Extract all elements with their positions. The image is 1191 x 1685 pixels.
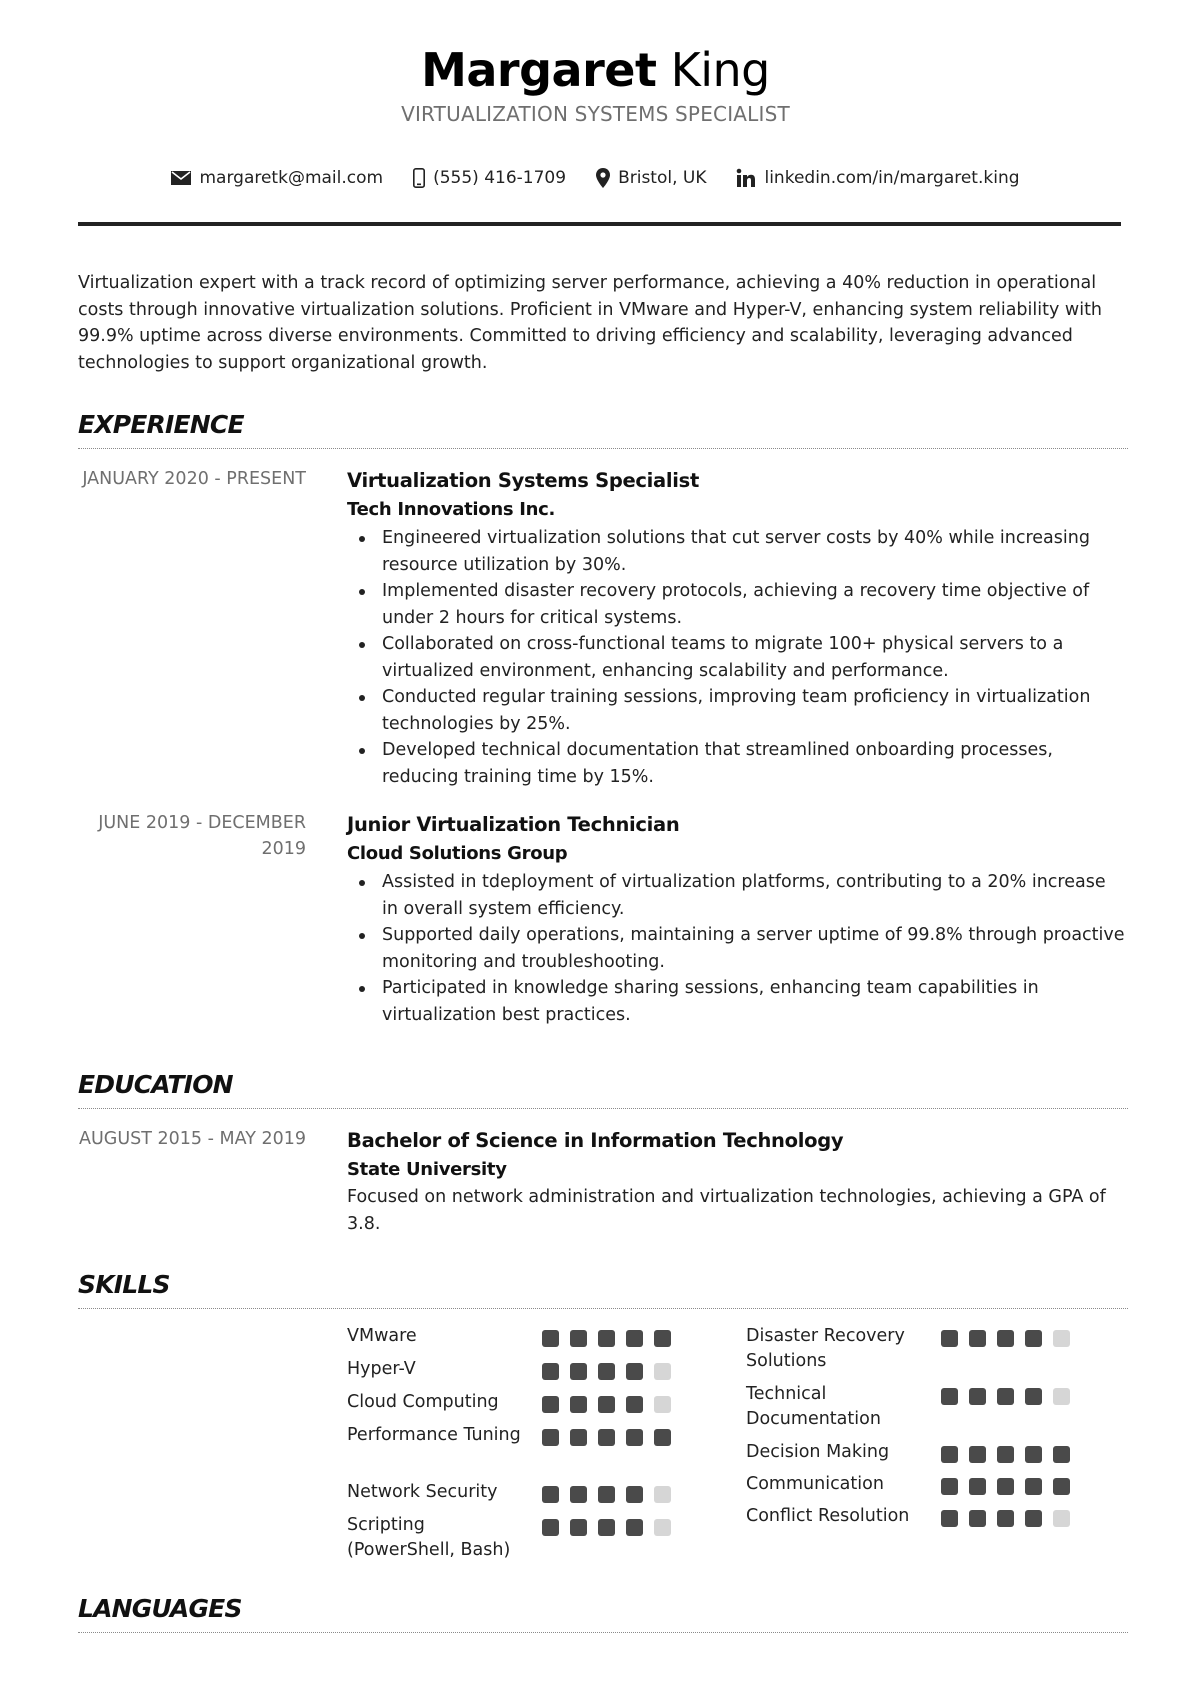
skill-rating [542, 1363, 671, 1380]
rating-dot-filled [570, 1429, 587, 1446]
rating-dot-filled [654, 1330, 671, 1347]
contact-bar [0, 168, 1191, 188]
skill-row [347, 1324, 522, 1349]
contact-linkedin[interactable] [736, 168, 1019, 188]
rating-dot-filled [969, 1510, 986, 1527]
rating-dot-filled [542, 1396, 559, 1413]
list-item: Engineered virtualization solutions that cut server costs by 40% while increasing resource utilization by 30%. [347, 525, 1127, 578]
section-divider [78, 1308, 1128, 1309]
list-item: Assisted in tdeployment of virtualization platforms, contributing to a 20% increase in overall system efficiency. [347, 869, 1127, 922]
section-title-skills: SKILLS [78, 1270, 170, 1299]
rating-dot-filled [542, 1429, 559, 1446]
education-description: Focused on network administration and virtualization technologies, achieving a GPA of 3.8. [347, 1187, 1106, 1234]
last-name: King [670, 43, 770, 97]
rating-dot-filled [598, 1330, 615, 1347]
skill-name: VMware [347, 1326, 417, 1346]
skill-row [746, 1504, 926, 1529]
rating-dot-filled [598, 1486, 615, 1503]
list-item: Supported daily operations, maintaining a server uptime of 99.8% through proactive monitoring and troubleshooting. [347, 922, 1127, 975]
skill-rating [542, 1330, 671, 1347]
entry-bullets [347, 869, 1127, 1028]
rating-dot-empty [1053, 1330, 1070, 1347]
skill-name: Communication [746, 1474, 884, 1494]
job-title: VIRTUALIZATION SYSTEMS SPECIALIST [401, 102, 790, 126]
rating-dot-filled [941, 1388, 958, 1405]
entry-organization: Cloud Solutions Group [347, 843, 568, 864]
email-text: margaretk@mail.com [199, 168, 384, 188]
rating-dot-filled [542, 1519, 559, 1536]
rating-dot-filled [542, 1363, 559, 1380]
entry-role: Virtualization Systems Specialist [347, 469, 700, 492]
skill-name: Hyper-V [347, 1359, 416, 1379]
list-item: Participated in knowledge sharing sessions, enhancing team capabilities in virtualization best practices. [347, 975, 1127, 1028]
map-pin-icon [596, 168, 610, 188]
rating-dot-filled [626, 1330, 643, 1347]
entry-bullets [347, 525, 1127, 790]
rating-dot-filled [542, 1330, 559, 1347]
skill-name: Disaster Recovery Solutions [746, 1326, 905, 1371]
skill-name: Network Security [347, 1482, 498, 1502]
skill-row [347, 1390, 522, 1415]
rating-dot-filled [598, 1429, 615, 1446]
candidate-name [0, 40, 1191, 100]
linkedin-text: linkedin.com/in/margaret.king [764, 168, 1020, 188]
rating-dot-filled [598, 1363, 615, 1380]
first-name: Margaret [421, 43, 657, 97]
rating-dot-filled [1025, 1446, 1042, 1463]
rating-dot-empty [1053, 1388, 1070, 1405]
rating-dot-empty [654, 1396, 671, 1413]
entry-body [347, 466, 1127, 790]
skill-row [347, 1513, 522, 1563]
rating-dot-filled [598, 1519, 615, 1536]
section-divider [78, 1108, 1128, 1109]
skill-name: Performance Tuning [347, 1425, 521, 1445]
rating-dot-filled [997, 1388, 1014, 1405]
location-text: Bristol, UK [618, 168, 707, 188]
entry-organization: Tech Innovations Inc. [347, 499, 556, 520]
rating-dot-filled [626, 1486, 643, 1503]
entry-date: AUGUST 2015 - MAY 2019 [79, 1129, 306, 1149]
section-divider [78, 1632, 1128, 1633]
section-title-languages: LANGUAGES [78, 1594, 242, 1623]
list-item: Implemented disaster recovery protocols, achieving a recovery time objective of under 2 hours for critical systems. [347, 578, 1127, 631]
rating-dot-filled [941, 1330, 958, 1347]
rating-dot-filled [626, 1363, 643, 1380]
skill-row [347, 1357, 522, 1382]
rating-dot-filled [542, 1486, 559, 1503]
skill-rating [941, 1478, 1070, 1495]
rating-dot-filled [997, 1446, 1014, 1463]
rating-dot-filled [626, 1429, 643, 1446]
contact-location [596, 168, 706, 188]
summary-paragraph: Virtualization expert with a track record of optimizing server performance, achieving a 40% reduction in operational costs through innovative virtualization solutions. Proficient in VMware and Hyper-V, enhancing system reliability with 99.9% uptime across diverse environments. Committed to driving efficiency and scalability, leveraging advanced technologies to support organizational growth. [78, 273, 1103, 373]
section-title-education: EDUCATION [78, 1070, 233, 1099]
rating-dot-filled [570, 1519, 587, 1536]
entry-body [347, 810, 1127, 1028]
rating-dot-filled [654, 1429, 671, 1446]
skill-row [746, 1440, 926, 1465]
rating-dot-filled [969, 1330, 986, 1347]
rating-dot-filled [1025, 1510, 1042, 1527]
rating-dot-filled [570, 1330, 587, 1347]
skill-rating [941, 1510, 1070, 1527]
skill-row [746, 1472, 926, 1497]
rating-dot-filled [626, 1396, 643, 1413]
entry-date: JANUARY 2020 - PRESENT [82, 469, 306, 489]
rating-dot-filled [969, 1388, 986, 1405]
rating-dot-filled [1053, 1478, 1070, 1495]
rating-dot-filled [1025, 1478, 1042, 1495]
phone-text: (555) 416-1709 [433, 168, 567, 188]
rating-dot-filled [1025, 1330, 1042, 1347]
skill-name: Cloud Computing [347, 1392, 499, 1412]
rating-dot-filled [941, 1446, 958, 1463]
rating-dot-filled [997, 1510, 1014, 1527]
skill-name: Conflict Resolution [746, 1506, 910, 1526]
entry-body [347, 1126, 1127, 1237]
rating-dot-filled [1025, 1388, 1042, 1405]
section-title-experience: EXPERIENCE [78, 410, 244, 439]
skill-rating [941, 1330, 1070, 1347]
rating-dot-filled [997, 1330, 1014, 1347]
skill-rating [542, 1519, 671, 1536]
skill-name: Decision Making [746, 1442, 890, 1462]
resume-header [0, 0, 1191, 188]
contact-email[interactable] [171, 168, 383, 188]
skill-name: Scripting (PowerShell, Bash) [347, 1515, 511, 1560]
contact-phone[interactable] [413, 168, 566, 188]
rating-dot-filled [941, 1478, 958, 1495]
skill-row [746, 1324, 926, 1374]
entry-date: JUNE 2019 - DECEMBER 2019 [98, 813, 306, 859]
list-item: Developed technical documentation that streamlined onboarding processes, reducing training time by 15%. [347, 737, 1127, 790]
school-name: State University [347, 1159, 507, 1180]
envelope-icon [171, 171, 191, 185]
rating-dot-empty [654, 1486, 671, 1503]
rating-dot-empty [654, 1519, 671, 1536]
rating-dot-filled [626, 1519, 643, 1536]
rating-dot-filled [570, 1486, 587, 1503]
entry-role: Junior Virtualization Technician [347, 813, 680, 836]
skill-name: Technical Documentation [746, 1384, 881, 1429]
rating-dot-empty [654, 1363, 671, 1380]
skill-rating [542, 1396, 671, 1413]
skill-row [347, 1480, 522, 1505]
rating-dot-filled [570, 1363, 587, 1380]
rating-dot-filled [997, 1478, 1014, 1495]
linkedin-icon [736, 168, 756, 188]
section-divider [78, 448, 1128, 449]
rating-dot-empty [1053, 1510, 1070, 1527]
phone-icon [413, 168, 425, 188]
skill-rating [941, 1388, 1070, 1405]
rating-dot-filled [1053, 1446, 1070, 1463]
rating-dot-filled [969, 1478, 986, 1495]
degree-title: Bachelor of Science in Information Technology [347, 1129, 844, 1152]
skill-row [347, 1423, 522, 1448]
rating-dot-filled [570, 1396, 587, 1413]
rating-dot-filled [598, 1396, 615, 1413]
skill-rating [542, 1429, 671, 1446]
rating-dot-filled [969, 1446, 986, 1463]
list-item: Conducted regular training sessions, improving team proficiency in virtualization technologies by 25%. [347, 684, 1127, 737]
skill-row [746, 1382, 926, 1432]
skill-rating [542, 1486, 671, 1503]
skill-rating [941, 1446, 1070, 1463]
rating-dot-filled [941, 1510, 958, 1527]
list-item: Collaborated on cross-functional teams to migrate 100+ physical servers to a virtualized environment, enhancing scalability and performance. [347, 631, 1127, 684]
header-divider [78, 222, 1121, 226]
